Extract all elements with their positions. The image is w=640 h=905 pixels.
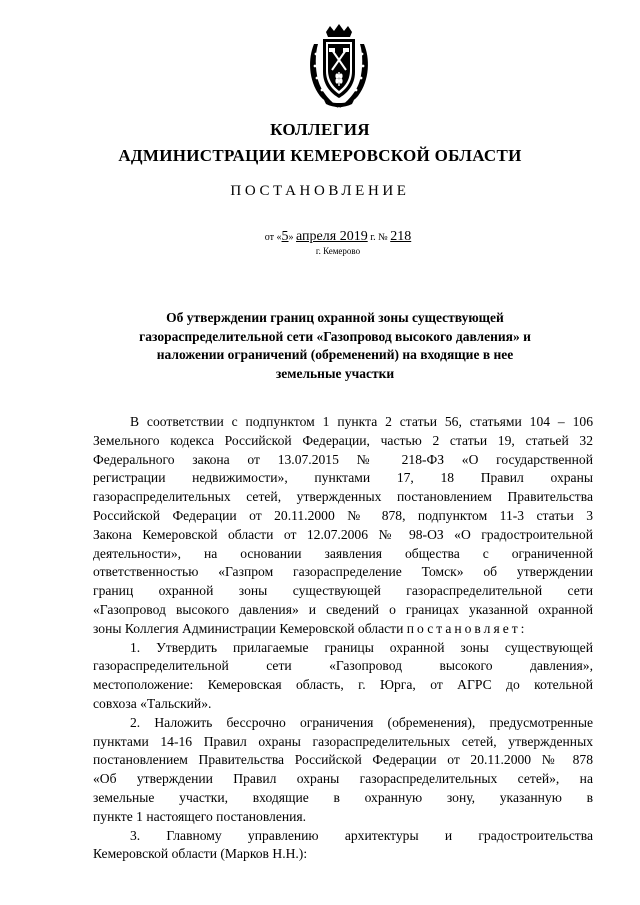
body-line: Закона Кемеровской области от 12.07.2006 № 98-ОЗ «О градостроительной (93, 526, 593, 542)
body-line: пункте 1 настоящего постановления. (93, 808, 307, 824)
document-number: 218 (390, 229, 412, 244)
date-line (218, 229, 458, 245)
body-line: 1. Утвердить прилагаемые границы охранной зоны существующей (130, 639, 593, 655)
body-line: Кемеровской области (Марков Н.Н.): (93, 846, 308, 862)
title-line: земельные участки (275, 365, 395, 381)
body-line-text: зоны Коллегия Администрации Кемеровской области (93, 620, 404, 636)
body-line: пунктами 14-16 Правил охраны газораспределительных сетей, утвержденных (93, 733, 593, 749)
org-name-line-1: КОЛЛЕГИЯ (270, 120, 370, 139)
body-line: границ охранной зоны существующей газораспределительной сети (93, 583, 593, 599)
body-line: 3. Главному управлению архитектуры и градостроительства (130, 827, 593, 843)
body-line: «Газопровод высокого давления» и сведений о границах указанной охранной (93, 601, 593, 617)
body-line: 2. Наложить бессрочно ограничения (обременения), предусмотренные (130, 714, 593, 730)
date-mid: » (288, 232, 294, 243)
org-name-line-2: АДМИНИСТРАЦИИ КЕМЕРОВСКОЙ ОБЛАСТИ (118, 146, 522, 165)
body-line: В соответствии с подпунктом 1 пункта 2 статьи 56, статьями 104 – 106 (130, 414, 593, 429)
body-line: регистрации недвижимости», пунктами 17, 18 Правил охраны (93, 470, 593, 486)
body-line: газораспределительных сетей, утвержденных постановлением Правительства (93, 489, 593, 505)
body-line: местоположение: Кемеровская область, г. Юрга, от АГРС до котельной (93, 677, 593, 693)
body-line-resolve (93, 620, 593, 639)
body-line: Федерального закона от 13.07.2015 № 218-ФЗ «О государственной (93, 451, 593, 467)
title-line: Об утверждении границ охранной зоны существующей (166, 310, 504, 325)
body-line: совхоза «Тальский». (93, 695, 212, 711)
body-line: «Об утверждении Правил охраны газораспределительных сетей», на (93, 771, 593, 787)
date-month-year: апреля 2019 (296, 229, 368, 244)
body-line: деятельности», на основании заявления общества с ограниченной (93, 545, 593, 561)
body-line: постановлением Правительства Российской Федерации от 20.11.2000 № 878 (93, 752, 593, 768)
title-line: наложении ограничений (обременений) на входящие в нее (156, 347, 514, 362)
body-line: газораспределительной сети «Газопровод высокого давления», (93, 658, 593, 674)
date-prefix: от « (264, 232, 282, 243)
date-day: 5 (281, 229, 289, 244)
document-type: ПОСТАНОВЛЕНИЕ (230, 183, 410, 199)
body-line: Российской Федерации от 20.11.2000 № 878, подпунктом 11-3 статьи 3 (93, 507, 593, 523)
body-line: Земельного кодекса Российской Федерации, частью 2 статьи 19, статьей 32 (93, 432, 593, 448)
year-suffix: г. № (370, 232, 388, 243)
body-line: земельные участки, входящие в охранную зону, указанную в (93, 789, 593, 805)
coat-of-arms-icon (304, 24, 374, 110)
title-line: газораспределительной сети «Газопровод высокого давления» и (139, 328, 531, 344)
body-line: ответственностью «Газпром газораспределение Томск» об утверждении (93, 564, 593, 580)
resolve-word: постановляет: (406, 620, 528, 636)
document-body (93, 413, 593, 864)
document-title (110, 309, 560, 383)
issue-place: г. Кемерово (315, 246, 361, 256)
